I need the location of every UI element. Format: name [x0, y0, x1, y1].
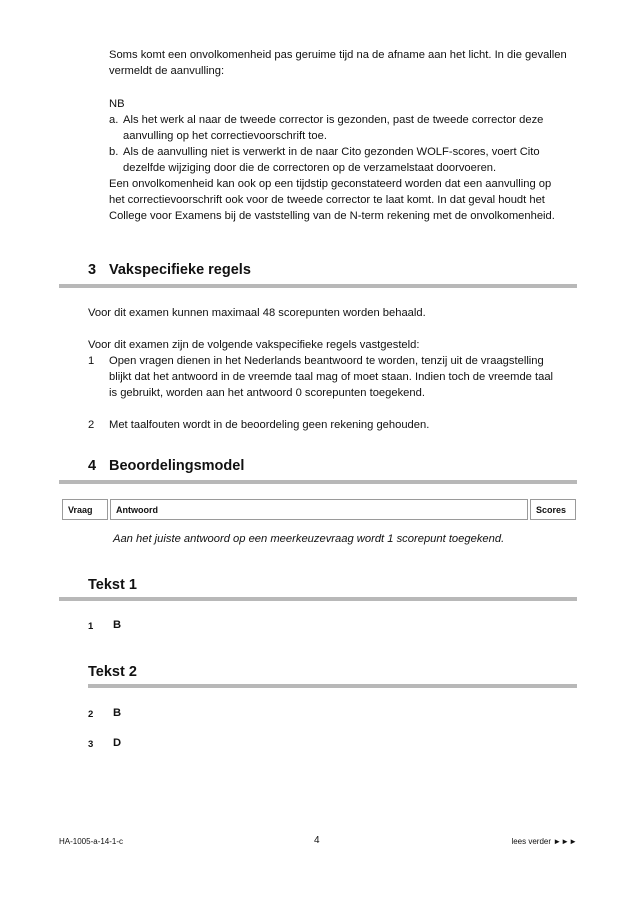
scoring-note: Aan het juiste antwoord op een meerkeuzevraag wordt 1 scorepunt toegekend.: [113, 533, 505, 545]
list-item-label: b.: [109, 146, 119, 158]
table-header-scores: Scores: [530, 499, 576, 520]
rule-item: [88, 417, 568, 433]
question-number: 1: [88, 621, 94, 632]
table-header-antwoord: Antwoord: [110, 499, 528, 520]
rule-item-text: Met taalfouten wordt in de beoordeling geen rekening gehouden.: [109, 419, 430, 431]
section-number: 4: [88, 458, 97, 474]
intro-paragraph-2: Een onvolkomenheid kan ook op een tijdstip geconstateerd worden dat een aanvulling op het correctievoorschrift ook voor de tweede corrector te laat komt. In dat geval houdt het College voor Examens bij de vaststelling van de N-term rekening met de onvolkomenheid.: [109, 178, 555, 222]
list-item: [109, 112, 579, 144]
rules-intro-paragraph: Voor dit examen zijn de volgende vakspecifieke regels vastgesteld:: [88, 339, 420, 351]
list-item: [109, 144, 579, 176]
section-number: 3: [88, 262, 97, 278]
text-heading: Tekst 1: [88, 577, 137, 593]
text-rule: [59, 597, 577, 601]
section-heading: [88, 458, 244, 474]
question-number: 2: [88, 709, 94, 720]
text-rule: [88, 684, 577, 688]
rule-item: [88, 353, 568, 401]
answer-value: D: [113, 737, 122, 749]
rule-item-text: Open vragen dienen in het Nederlands beantwoord te worden, tenzij uit de vraagstelling blijkt dat het antwoord in de vreemde taal mag of moet staan. Indien toch de vreemde taal is gebruikt, worden aan het antwoord 0 scorepunten toegekend.: [109, 355, 554, 399]
section-rule: [59, 284, 577, 288]
list-item-label: a.: [109, 114, 119, 126]
list-item-text: Als het werk al naar de tweede corrector is gezonden, past de tweede corrector deze aanvulling op het correctievoorschrift toe.: [123, 114, 544, 142]
intro-paragraph: Soms komt een onvolkomenheid pas geruime tijd na de afname aan het licht. In die gevallen vermeldt de aanvulling:: [109, 49, 567, 77]
rule-item-number: 1: [88, 355, 95, 367]
answer-value: B: [113, 707, 122, 719]
max-score-paragraph: Voor dit examen kunnen maximaal 48 scorepunten worden behaald.: [88, 307, 426, 319]
answer-value: B: [113, 619, 122, 631]
page-number: 4: [314, 835, 320, 846]
section-title: Vakspecifieke regels: [109, 262, 251, 278]
table-header-vraag: Vraag: [62, 499, 108, 520]
question-number: 3: [88, 739, 94, 750]
list-item-text: Als de aanvulling niet is verwerkt in de naar Cito gezonden WOLF-scores, voert Cito dezelfde wijziging door die de correctoren op de verzamelstaat doorvoeren.: [123, 146, 540, 174]
text-heading: Tekst 2: [88, 664, 137, 680]
section-title: Beoordelingsmodel: [109, 458, 245, 474]
continue-indicator: lees verder ►►►: [511, 837, 577, 846]
section-rule: [59, 480, 577, 484]
rule-item-number: 2: [88, 419, 95, 431]
footer-code: HA-1005-a-14-1-c: [59, 837, 124, 846]
nb-label: NB: [109, 98, 125, 110]
section-heading: [88, 262, 251, 278]
